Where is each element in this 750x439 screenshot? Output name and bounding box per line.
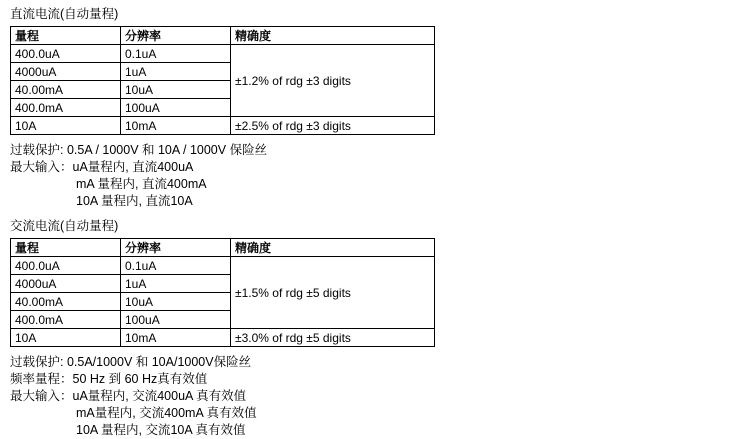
cell-resolution: 1uA bbox=[121, 275, 231, 293]
ac-notes bbox=[10, 354, 435, 439]
cell-resolution: 0.1uA bbox=[121, 45, 231, 63]
dc-section-title: 直流电流(自动量程) bbox=[10, 7, 119, 21]
table-header-row bbox=[11, 27, 435, 45]
note-max-input-3: 10A 量程内, 直流10A bbox=[76, 194, 193, 208]
note-max-input-2: mA量程内, 交流400mA 真有效值 bbox=[76, 406, 257, 420]
dc-current-table bbox=[10, 26, 435, 135]
note-overload-protection: 过载保护: 0.5A / 1000V 和 10A / 1000V 保险丝 bbox=[10, 143, 268, 157]
cell-range: 10A bbox=[11, 329, 121, 347]
cell-resolution: 1uA bbox=[121, 63, 231, 81]
ac-section-title: 交流电流(自动量程) bbox=[10, 219, 119, 233]
cell-resolution: 10uA bbox=[121, 81, 231, 99]
cell-accuracy-group1: ±1.2% of rdg ±3 digits bbox=[231, 45, 435, 117]
note-max-input-1: 最大输入：uA量程内, 直流400uA bbox=[10, 160, 194, 174]
table-row bbox=[11, 45, 435, 63]
column-header-range: 量程 bbox=[11, 27, 121, 45]
cell-resolution: 10mA bbox=[121, 329, 231, 347]
table-row bbox=[11, 257, 435, 275]
note-max-input-1: 最大输入：uA量程内, 交流400uA 真有效值 bbox=[10, 389, 247, 403]
note-max-input-2: mA 量程内, 直流400mA bbox=[76, 177, 207, 191]
cell-resolution: 10uA bbox=[121, 293, 231, 311]
column-header-resolution: 分辨率 bbox=[121, 239, 231, 257]
cell-range: 10A bbox=[11, 117, 121, 135]
note-overload-protection: 过载保护: 0.5A/1000V 和 10A/1000V保险丝 bbox=[10, 355, 252, 369]
cell-range: 400.0uA bbox=[11, 257, 121, 275]
note-frequency-range: 频率量程：50 Hz 到 60 Hz真有效值 bbox=[10, 372, 208, 386]
cell-accuracy-group2: ±2.5% of rdg ±3 digits bbox=[231, 117, 435, 135]
table-header-row bbox=[11, 239, 435, 257]
cell-range: 4000uA bbox=[11, 63, 121, 81]
cell-resolution: 10mA bbox=[121, 117, 231, 135]
cell-resolution: 100uA bbox=[121, 311, 231, 329]
cell-range: 40.00mA bbox=[11, 293, 121, 311]
cell-accuracy-group2: ±3.0% of rdg ±5 digits bbox=[231, 329, 435, 347]
table-row bbox=[11, 117, 435, 135]
cell-range: 40.00mA bbox=[11, 81, 121, 99]
ac-current-section bbox=[10, 218, 435, 439]
ac-current-table bbox=[10, 238, 435, 347]
column-header-accuracy: 精确度 bbox=[231, 27, 435, 45]
cell-range: 400.0uA bbox=[11, 45, 121, 63]
dc-notes bbox=[10, 142, 435, 210]
cell-range: 400.0mA bbox=[11, 99, 121, 117]
cell-resolution: 0.1uA bbox=[121, 257, 231, 275]
cell-accuracy-group1: ±1.5% of rdg ±5 digits bbox=[231, 257, 435, 329]
column-header-range: 量程 bbox=[11, 239, 121, 257]
cell-range: 4000uA bbox=[11, 275, 121, 293]
dc-current-section bbox=[10, 6, 435, 210]
cell-resolution: 100uA bbox=[121, 99, 231, 117]
column-header-accuracy: 精确度 bbox=[231, 239, 435, 257]
column-header-resolution: 分辨率 bbox=[121, 27, 231, 45]
table-row bbox=[11, 329, 435, 347]
cell-range: 400.0mA bbox=[11, 311, 121, 329]
note-max-input-3: 10A 量程内, 交流10A 真有效值 bbox=[76, 423, 246, 437]
